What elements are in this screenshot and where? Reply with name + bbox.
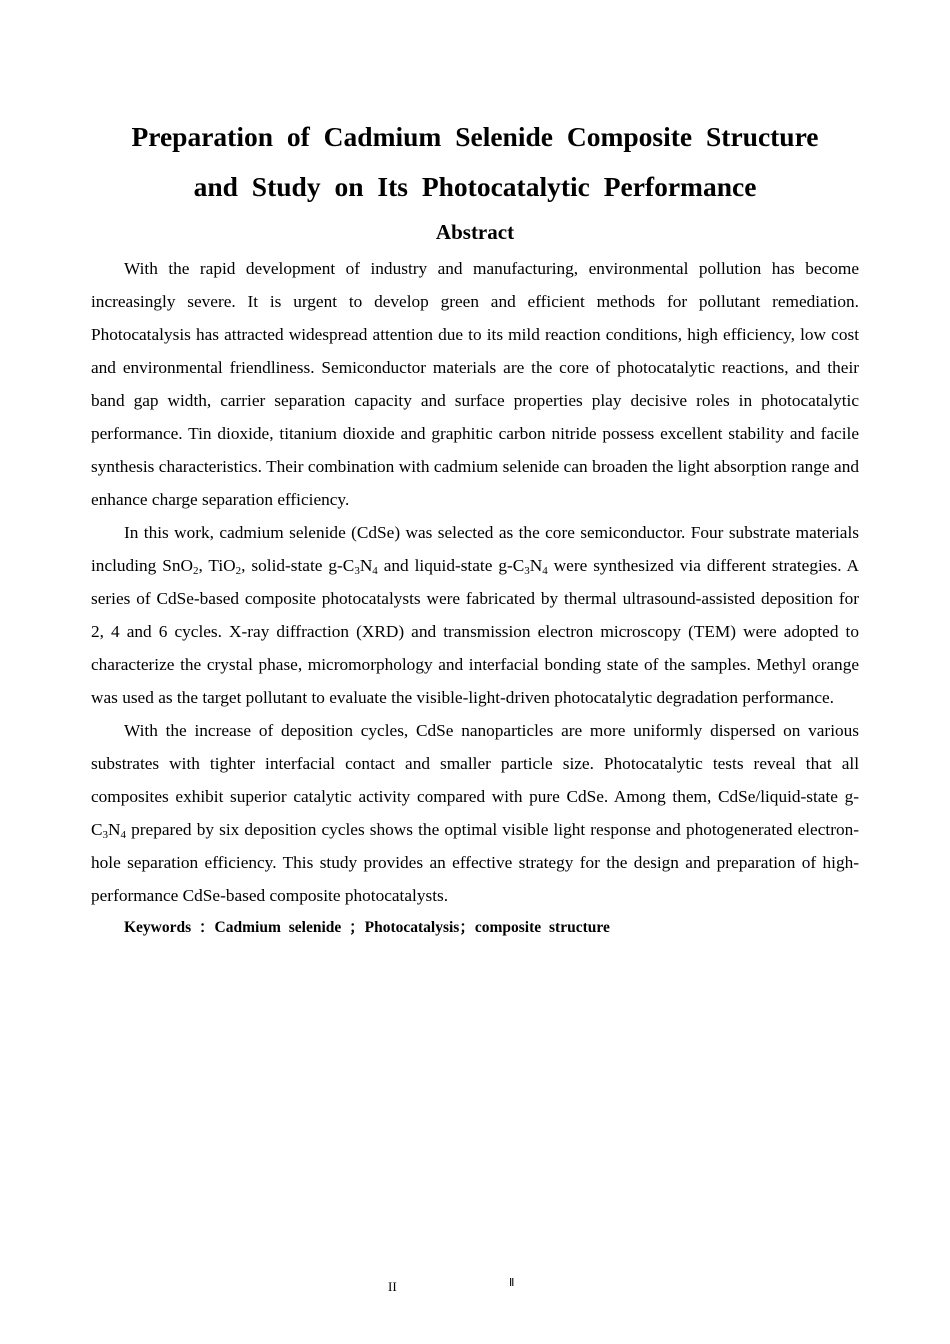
paragraph-text: and liquid-state g-C [377,556,525,575]
page-number-roman-glyph: Ⅱ [509,1276,515,1289]
paragraph-text: prepared by six deposition cycles shows the optimal visible light response and photogenerated electron-hole separation efficiency. This study provides an effective strategy for the design and preparation of high-performance CdSe-based composite photocatalysts. [91,820,859,905]
paragraph-text: In this work, cadmium selenide (CdSe) was selected as the core semiconductor. Four substrate materials including SnO [91,523,859,575]
abstract-body [91,252,859,944]
keywords-line: Keywords ：Cadmium selenide ；Photocatalysis；composite structure [124,919,610,936]
abstract-heading: Abstract [435,220,515,244]
title-line-1: Preparation of Cadmium Selenide Composite Structure [131,121,819,152]
subscript: 4 [542,565,548,577]
subscript: 3 [102,829,109,841]
abstract-paragraph-1: With the rapid development of industry and manufacturing, environmental pollution has become increasingly severe. It is urgent to develop green and efficient methods for pollutant remediation. Photocatalysis has attracted widespread attention due to its mild reaction conditions, high efficiency, low cost and environmental friendliness. Semiconductor materials are the core of photocatalytic reactions, and their band gap width, carrier separation capacity and surface properties play decisive roles in photocatalytic performance. Tin dioxide, titanium dioxide and graphitic carbon nitride possess excellent stability and facile synthesis characteristics. Their combination with cadmium selenide can broaden the light absorption range and enhance charge separation efficiency. [91,259,859,509]
abstract-paragraph-3 [91,714,859,912]
subscript: 2 [235,565,242,577]
subscript: 4 [372,565,378,577]
title-line-2: and Study on Its Photocatalytic Performance [193,171,757,202]
page-number: II [388,1279,397,1294]
abstract-paragraph-2 [91,516,859,714]
paragraph-text: N [529,556,543,575]
paragraph-text: , solid-state g-C [241,556,355,575]
subscript: 3 [524,565,530,577]
subscript: 4 [120,829,127,841]
paragraph-text: With the increase of deposition cycles, CdSe nanoparticles are more uniformly dispersed on various substrates with tighter interfacial contact and smaller particle size. Photocatalytic tests reveal that all composites exhibit superior catalytic activity compared with pure CdSe. Among them, CdSe/liquid-state g-C [91,721,859,839]
paragraph-text: , TiO [198,556,236,575]
subscript: 3 [354,565,360,577]
paragraph-text: were synthesized via different strategies. A series of CdSe-based composite photocatalysts were fabricated by thermal ultrasound-assisted deposition for 2, 4 and 6 cycles. X-ray diffraction (XRD) and transmission electron microscopy (TEM) were adopted to characterize the crystal phase, micromorphology and interfacial bonding state of the samples. Methyl orange was used as the target pollutant to evaluate the visible-light-driven photocatalytic degradation performance. [91,556,859,707]
subscript: 2 [192,565,199,577]
paragraph-text: N [359,556,373,575]
paragraph-text: N [108,820,121,839]
